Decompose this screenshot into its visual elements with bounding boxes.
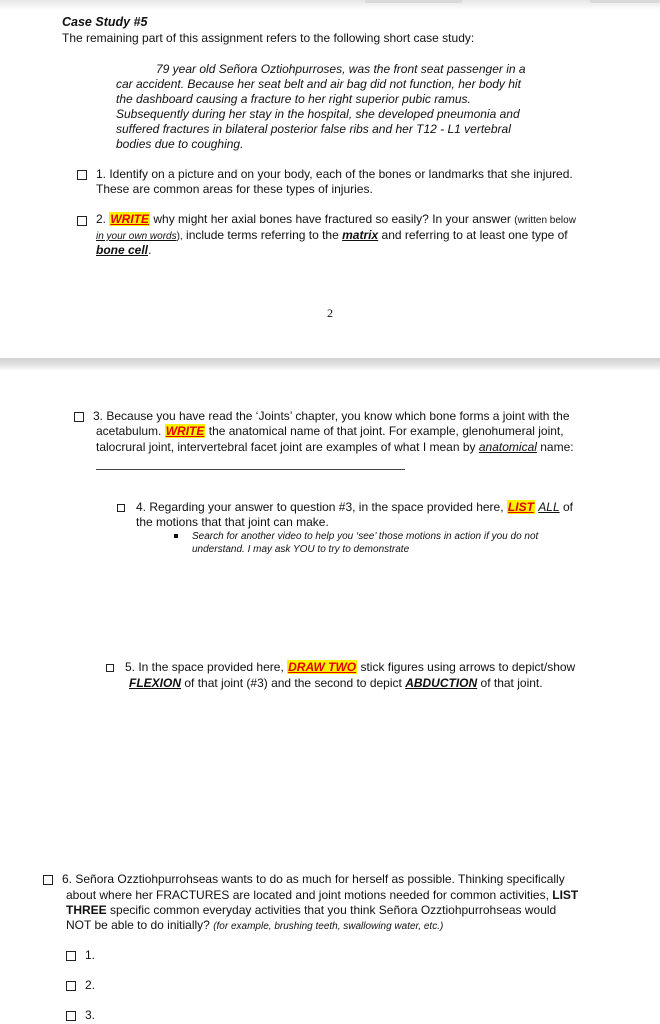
- q5-flexion: FLEXION: [129, 676, 182, 690]
- q1-checkbox[interactable]: [77, 170, 87, 180]
- q1-text: 1. Identify on a picture and on your body, each of the bones or landmarks that she injured.: [96, 167, 573, 181]
- story-line: the dashboard causing a fracture to her right superior pubic ramus.: [116, 92, 471, 106]
- q6-text: about where her FRACTURES are located and joint motions needed for common activities,: [66, 888, 549, 902]
- q3-line-2: [96, 424, 564, 439]
- story-line: car accident. Because her seat belt and air bag did not function, her body hit: [116, 77, 521, 91]
- q3-checkbox[interactable]: [74, 412, 84, 422]
- case-study-intro: The remaining part of this assignment refers to the following short case study:: [62, 31, 475, 45]
- q2-paren-close: ),: [176, 231, 183, 242]
- q2-write-highlight: WRITE: [110, 212, 150, 226]
- q6-answer-3: 3.: [85, 1008, 96, 1022]
- q2-line-3: [96, 243, 151, 258]
- tab-stub: [590, 0, 660, 3]
- q6-line-2: [66, 888, 578, 903]
- q6-three: THREE: [66, 903, 107, 917]
- q6-answer-1: 1.: [85, 948, 96, 962]
- q2-own-words: in your own words: [96, 231, 177, 242]
- q6-answer-1-checkbox[interactable]: [66, 951, 76, 961]
- q2-period: .: [148, 243, 152, 257]
- q6-checkbox[interactable]: [43, 875, 53, 885]
- q5-checkbox[interactable]: [106, 664, 114, 672]
- q6-answer-2-checkbox[interactable]: [66, 981, 76, 991]
- q4-checkbox[interactable]: [117, 504, 125, 512]
- document-page-2: [0, 370, 660, 1024]
- case-study-title: Case Study #5: [62, 15, 148, 29]
- q4-all: ALL: [538, 500, 560, 514]
- document-page-1: [0, 0, 660, 360]
- q5-text: stick figures using arrows to depict/show: [360, 660, 576, 674]
- q1-text: These are common areas for these types of injuries.: [96, 182, 373, 196]
- q4-bullet-text: Search for another video to help you ‘see’ those motions in action if you do not: [192, 531, 539, 542]
- q4-text: 4. Regarding your answer to question #3, in the space provided here,: [136, 500, 504, 514]
- q6-example: (for example, brushing teeth, swallowing water, etc.): [213, 921, 444, 932]
- story-line: Subsequently during her stay in the hospital, she developed pneumonia and: [116, 107, 520, 121]
- q3-text: 3. Because you have read the ‘Joints’ chapter, you know which bone forms a joint with the: [93, 409, 570, 423]
- q2-line-2: [96, 228, 568, 244]
- q3-write-highlight: WRITE: [165, 424, 205, 438]
- q6-text: 6. Señora Ozztiohpurrohseas wants to do as much for herself as possible. Thinking specifically: [62, 872, 565, 886]
- q6-line-3: [66, 903, 556, 918]
- q3-text: the anatomical name of that joint. For example, glenohumeral joint,: [208, 424, 564, 438]
- q6-text: NOT be able to do initially?: [66, 918, 210, 932]
- q3-answer-line[interactable]: [96, 469, 405, 470]
- q4-list-highlight: LIST: [507, 500, 534, 514]
- q3-text: acetabulum.: [96, 424, 162, 438]
- q6-text: specific common everyday activities that you think Señora Ozztiohpurrohseas would: [110, 903, 557, 917]
- q5-text: of that joint.: [480, 676, 543, 690]
- q2-bone-cell: bone cell: [96, 243, 149, 257]
- q6-line-4: [66, 918, 443, 934]
- q3-text: name:: [540, 440, 574, 454]
- q2-matrix: matrix: [342, 228, 379, 242]
- page-top-shadow: [0, 0, 660, 10]
- q6-answer-3-checkbox[interactable]: [66, 1011, 76, 1021]
- page-number: 2: [327, 306, 333, 320]
- q5-text: of that joint (#3) and the second to depict: [184, 676, 402, 690]
- story-line: bodies due to coughing.: [116, 137, 244, 151]
- q5-draw-two-highlight: DRAW TWO: [288, 660, 357, 674]
- q5-text: 5. In the space provided here,: [125, 660, 284, 674]
- q2-text: why might her axial bones have fractured so easily? In your answer: [153, 212, 511, 226]
- q2-text: and referring to at least one type of: [381, 228, 568, 242]
- story-line: 79 year old Señora Oztiohpurroses, was the front seat passenger in a: [156, 62, 526, 76]
- q5-line-2: [129, 676, 543, 691]
- q2-paren: (written below: [514, 215, 576, 226]
- q5-line-1: [125, 660, 575, 675]
- q2-checkbox[interactable]: [77, 216, 87, 226]
- q2-number: 2.: [96, 212, 107, 226]
- q2-text: include terms referring to the: [186, 228, 339, 242]
- bullet-icon: [174, 534, 178, 538]
- q3-anatomical: anatomical: [478, 440, 537, 454]
- q6-list: LIST: [552, 888, 579, 902]
- q3-text: talocrural joint, intervertebral facet joint are examples of what I mean by: [96, 440, 476, 454]
- q6-answer-2: 2.: [85, 978, 96, 992]
- q4-bullet-text: understand. I may ask YOU to try to demonstrate: [192, 544, 410, 555]
- q4-text: of: [562, 500, 573, 514]
- tab-stub: [365, 0, 462, 3]
- q2-line-1: [96, 212, 576, 228]
- q3-line-3: [96, 440, 574, 455]
- q4-line-1: [136, 500, 573, 515]
- story-line: suffered fractures in bilateral posterior false ribs and her T12 - L1 vertebral: [116, 122, 511, 136]
- q4-text: the motions that that joint can make.: [136, 515, 329, 529]
- q5-abduction: ABDUCTION: [405, 676, 478, 690]
